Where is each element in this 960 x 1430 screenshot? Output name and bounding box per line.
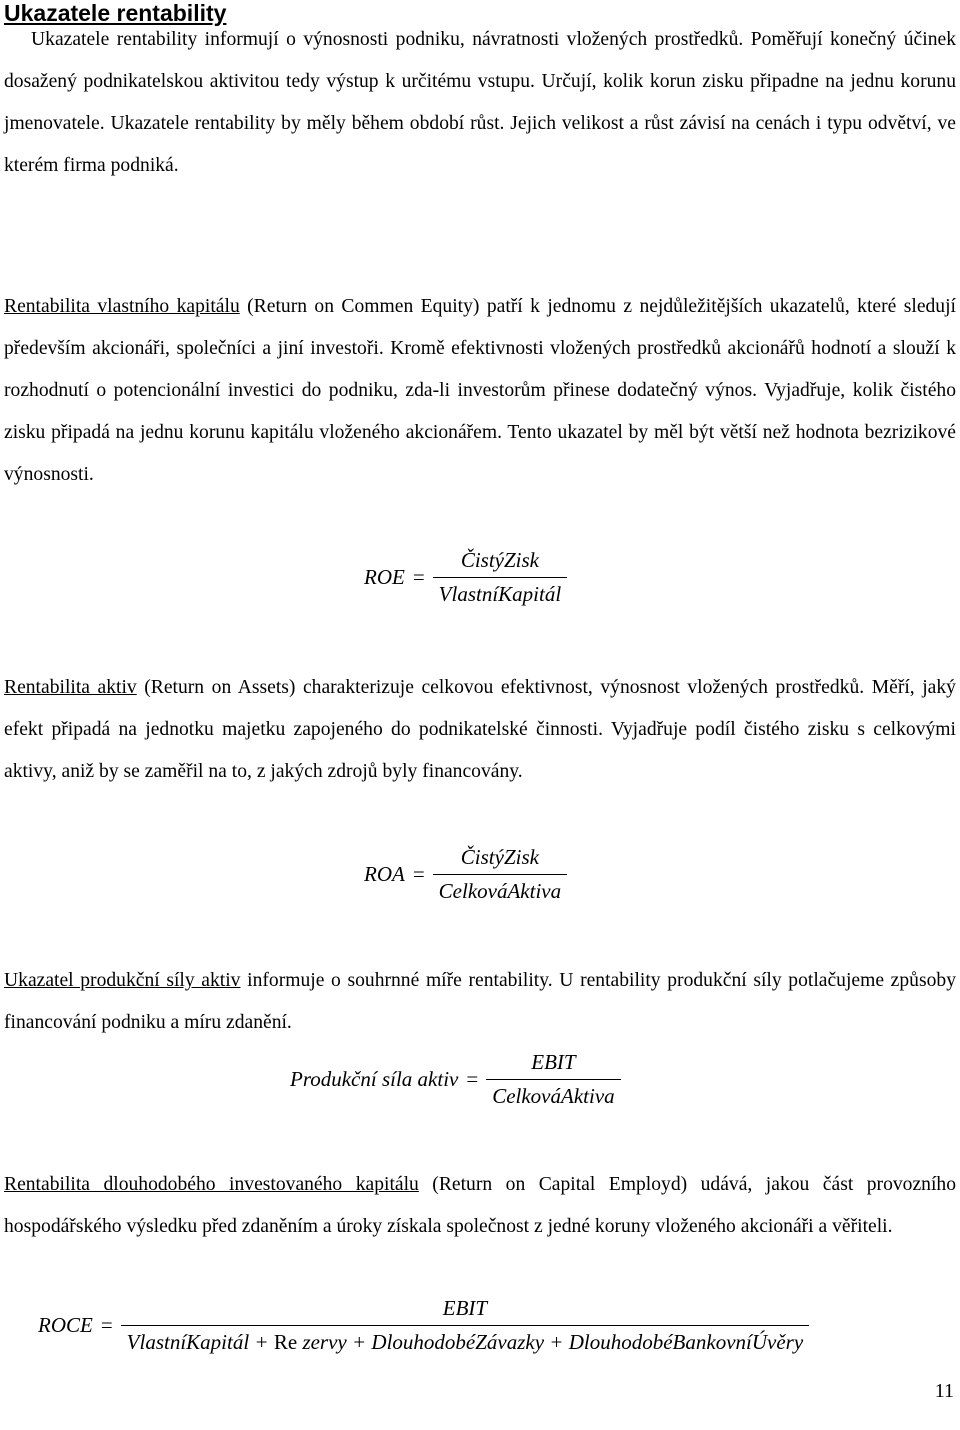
roce-text: (Return on Capital Employd) udává, jakou část provozního hospodářského výsledku před zdaněním a úroky získala společnost z jedné koruny vloženého akcionáři a věřiteli. (4, 1174, 956, 1237)
psa-formula-eq: = (466, 1067, 479, 1091)
roa-term: Rentabilita aktiv (4, 677, 137, 698)
roce-fraction (121, 1296, 809, 1355)
intro-text: Ukazatele rentability informují o výnosnosti podniku, návratnosti vložených prostředků. Poměřují konečný účinek dosažený podnikatelskou aktivitou tedy výstup k určitému vstupu. Určují, kolik korun zisku připadne na jednu korunu jmenovatele. Ukazatele rentability by měly během období růst. Jejich velikost a růst závisí na cenách i typu odvětví, ve kterém firma podniká. (4, 29, 956, 176)
psa-numerator: EBIT (531, 1050, 576, 1074)
psa-paragraph (4, 960, 956, 1044)
psa-formula-lhs: Produkční síla aktiv (290, 1067, 459, 1091)
roe-denominator: VlastníKapitál (433, 577, 568, 607)
psa-formula (290, 1050, 621, 1109)
roce-denominator (121, 1325, 809, 1355)
roa-paragraph (4, 667, 956, 793)
roe-numerator: ČistýZisk (460, 548, 540, 572)
psa-term: Ukazatel produkční síly aktiv (4, 970, 241, 991)
psa-text: informuje o souhrnné míře rentability. U rentability produkční síly potlačujeme způsoby financování podniku a míru zdanění. (4, 970, 956, 1033)
page-number: 11 (934, 1380, 954, 1402)
roa-numerator: ČistýZisk (460, 845, 539, 869)
roa-formula (364, 845, 567, 904)
roe-term: Rentabilita vlastního kapitálu (4, 296, 240, 317)
roe-formula-eq: = (412, 565, 425, 589)
roe-formula (364, 548, 567, 607)
roa-denominator: CelkováAktiva (433, 874, 567, 904)
roa-formula-eq: = (412, 862, 425, 886)
roa-formula-lhs: ROA (364, 862, 405, 886)
psa-fraction (486, 1050, 620, 1109)
roce-formula-eq: = (100, 1313, 113, 1337)
roa-fraction (433, 845, 567, 904)
intro-paragraph (4, 19, 956, 187)
roce-formula (38, 1296, 809, 1355)
roce-denominator-part-b: zervy + DlouhodobéZávazky + DlouhodobéBankovníÚvěry (297, 1330, 804, 1354)
roce-term: Rentabilita dlouhodobého investovaného kapitálu (4, 1174, 419, 1195)
roce-paragraph (4, 1164, 956, 1248)
roe-text: (Return on Commen Equity) patří k jednomu z nejdůležitějších ukazatelů, které sledují především akcionáři, společníci a jiní investoři. Kromě efektivnosti vložených prostředků akcionářů hodnotí a slouží k rozhodnutí o potencionální investici do podniku, zda-li investorům přinese dodatečný výnos. Vyjadřuje, kolik čistého zisku připadá na jednu korunu kapitálu vloženého akcionářem. Tento ukazatel by měl být větší než hodnota bezrizikové výnosnosti. (4, 296, 956, 485)
psa-denominator: CelkováAktiva (486, 1079, 620, 1109)
roce-denominator-re: Re (273, 1330, 298, 1354)
roce-denominator-part-a: VlastníKapitál + (126, 1330, 274, 1354)
roe-fraction (433, 548, 568, 607)
roe-paragraph (4, 286, 956, 496)
roa-text: (Return on Assets) charakterizuje celkovou efektivnost, výnosnost vložených prostředků. Měří, jaký efekt připadá na jednotku majetku zapojeného do podnikatelské činnosti. Vyjadřuje podíl čistého zisku s celkovými aktivy, aniž by se zaměřil na to, z jakých zdrojů byly financovány. (4, 677, 956, 782)
roce-formula-lhs: ROCE (38, 1313, 93, 1337)
roe-formula-lhs: ROE (364, 565, 405, 589)
section-heading: Ukazatele rentability (4, 0, 227, 26)
roce-numerator: EBIT (442, 1296, 488, 1320)
